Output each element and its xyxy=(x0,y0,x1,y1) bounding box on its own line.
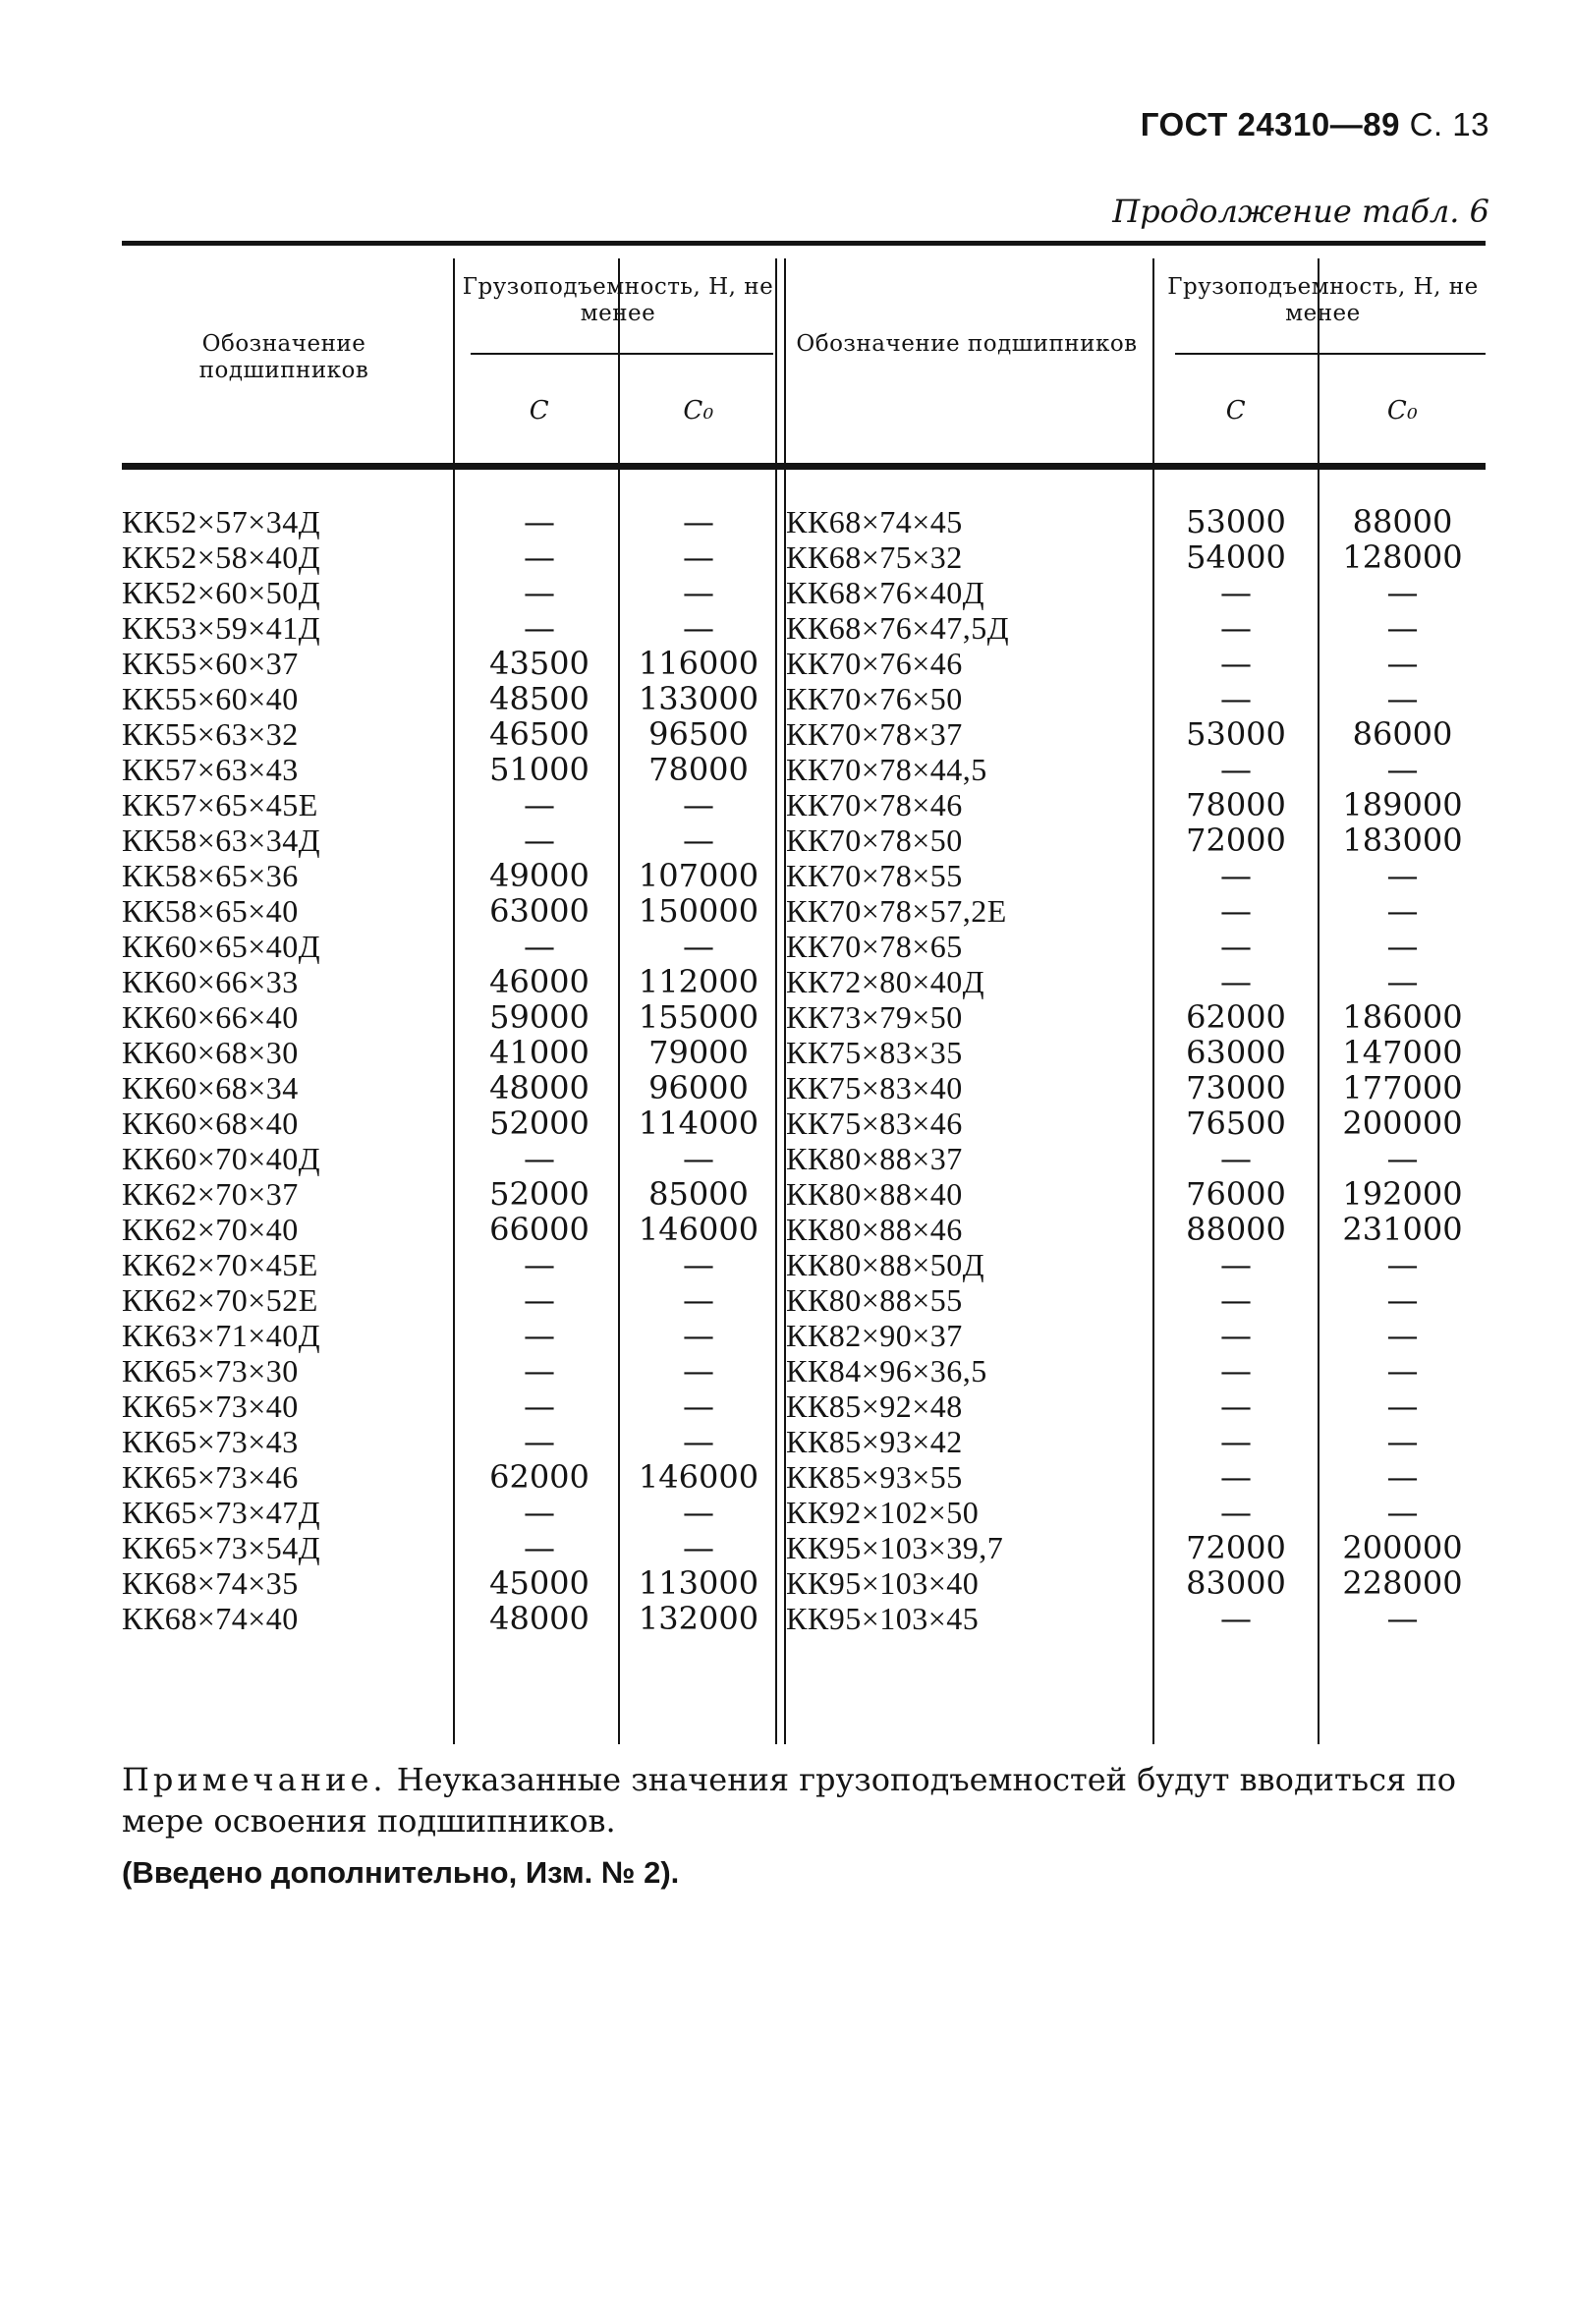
static-load-rating: — xyxy=(683,1388,714,1425)
dynamic-load-rating: — xyxy=(1220,645,1252,682)
bearing-designation: КК82×90×37 xyxy=(786,1318,963,1353)
bearing-designation: КК65×73×47Д xyxy=(122,1495,321,1530)
static-load-rating: 113000 xyxy=(638,1564,759,1602)
static-load-rating: — xyxy=(1386,1494,1419,1531)
bearing-designation: КК57×63×43 xyxy=(122,752,299,787)
bearing-designation: КК68×76×40Д xyxy=(786,575,985,610)
bearing-designation: КК68×74×40 xyxy=(122,1601,299,1636)
static-load-rating: — xyxy=(1386,645,1419,682)
static-load-rating: — xyxy=(683,928,714,965)
bearing-designation: КК55×60×40 xyxy=(122,681,299,716)
dynamic-load-rating: 46500 xyxy=(489,715,590,753)
bearing-designation: КК68×74×45 xyxy=(786,504,963,539)
bearing-designation: КК60×66×40 xyxy=(122,999,299,1035)
bearing-designation: КК68×75×32 xyxy=(786,539,963,575)
col-divider xyxy=(453,258,455,1744)
bearing-designation: КК55×63×32 xyxy=(122,716,299,752)
static-load-rating: 96500 xyxy=(648,715,749,753)
dynamic-load-rating: — xyxy=(1220,609,1252,647)
dynamic-load-rating: — xyxy=(524,1281,555,1319)
static-load-rating: 116000 xyxy=(638,645,759,682)
dynamic-load-rating: — xyxy=(524,928,555,965)
bearing-designation: КК60×68×40 xyxy=(122,1105,299,1141)
bearing-designation: КК52×58×40Д xyxy=(122,539,321,575)
static-load-rating: 150000 xyxy=(638,892,759,930)
page-number: С. 13 xyxy=(1409,106,1489,142)
header-c0: С₀ xyxy=(1386,396,1419,425)
dynamic-load-rating: — xyxy=(1220,574,1252,611)
static-load-rating: 200000 xyxy=(1342,1529,1463,1566)
bearing-designation: КК58×65×40 xyxy=(122,893,299,929)
bearing-designation: КК70×78×46 xyxy=(786,787,963,822)
static-load-rating: — xyxy=(1386,928,1419,965)
dynamic-load-rating: 48500 xyxy=(489,680,590,717)
bearing-designation: КК72×80×40Д xyxy=(786,964,985,999)
dynamic-load-rating: — xyxy=(524,1529,555,1566)
bearing-designation: КК70×78×50 xyxy=(786,822,963,858)
static-load-rating: 114000 xyxy=(638,1105,759,1142)
bearing-designation: КК75×83×46 xyxy=(786,1105,963,1141)
bearing-designation: КК70×76×46 xyxy=(786,646,963,681)
standard-number: ГОСТ 24310—89 xyxy=(1140,106,1400,142)
amendment-note: (Введено дополнительно, Изм. № 2). xyxy=(122,1855,680,1890)
capacity-subrule xyxy=(471,353,773,355)
static-load-rating: 88000 xyxy=(1352,503,1453,540)
static-load-rating: — xyxy=(683,1494,714,1531)
dynamic-load-rating: — xyxy=(1220,751,1252,788)
header-designation: Обозначение подшипников xyxy=(198,331,369,383)
static-load-rating: 78000 xyxy=(648,751,749,788)
static-load-rating: — xyxy=(683,1352,714,1389)
dynamic-load-rating: 83000 xyxy=(1186,1564,1286,1602)
static-load-rating: — xyxy=(683,786,714,823)
dynamic-load-rating: 76500 xyxy=(1186,1105,1286,1142)
static-load-rating: — xyxy=(683,538,714,576)
table-top-rule xyxy=(122,241,1486,246)
static-load-rating: 183000 xyxy=(1342,822,1463,859)
table-header-rule xyxy=(122,463,1486,470)
dynamic-load-rating: — xyxy=(524,1388,555,1425)
static-load-rating: — xyxy=(1386,1281,1419,1319)
bearing-designation: КК62×70×40 xyxy=(122,1212,299,1247)
bearing-designation: КК55×60×37 xyxy=(122,646,299,681)
bearing-designation: КК60×68×30 xyxy=(122,1035,299,1070)
static-load-rating: — xyxy=(1386,574,1419,611)
dynamic-load-rating: — xyxy=(524,822,555,859)
static-load-rating: 177000 xyxy=(1342,1069,1463,1106)
static-load-rating: 86000 xyxy=(1352,715,1453,753)
dynamic-load-rating: — xyxy=(524,538,555,576)
dynamic-load-rating: 48000 xyxy=(489,1069,590,1106)
bearing-designation: КК95×103×40 xyxy=(786,1565,980,1601)
static-load-rating: — xyxy=(683,1246,714,1283)
static-load-rating: — xyxy=(683,1317,714,1354)
header-c: С xyxy=(529,396,550,425)
bearing-designation: КК63×71×40Д xyxy=(122,1318,321,1353)
static-load-rating: 231000 xyxy=(1342,1211,1463,1248)
dynamic-load-rating: — xyxy=(1220,928,1252,965)
bearing-designation: КК80×88×40 xyxy=(786,1176,963,1212)
right-c0-column xyxy=(1319,504,1486,1636)
bearing-designation: КК52×60×50Д xyxy=(122,575,321,610)
static-load-rating: 128000 xyxy=(1342,538,1463,576)
static-load-rating: — xyxy=(1386,1246,1419,1283)
bearing-designation: КК57×65×45Е xyxy=(122,787,318,822)
bearing-designation: КК85×93×42 xyxy=(786,1424,963,1459)
bearing-designation: КК65×73×43 xyxy=(122,1424,299,1459)
note-label: Примечание. xyxy=(122,1761,387,1798)
static-load-rating: 112000 xyxy=(638,963,759,1000)
bearing-designation: КК62×70×52Е xyxy=(122,1282,318,1318)
dynamic-load-rating: 72000 xyxy=(1186,822,1286,859)
bearing-designation: КК62×70×45Е xyxy=(122,1247,318,1282)
dynamic-load-rating: 52000 xyxy=(489,1105,590,1142)
dynamic-load-rating: — xyxy=(1220,1246,1252,1283)
static-load-rating: — xyxy=(1386,963,1419,1000)
dynamic-load-rating: 43500 xyxy=(489,645,590,682)
dynamic-load-rating: 62000 xyxy=(489,1458,590,1496)
header-c0: С₀ xyxy=(683,396,714,425)
dynamic-load-rating: 78000 xyxy=(1186,786,1286,823)
bearing-designation: КК84×96×36,5 xyxy=(786,1353,987,1389)
dynamic-load-rating: 76000 xyxy=(1186,1175,1286,1213)
bearing-designation: КК65×73×30 xyxy=(122,1353,299,1389)
dynamic-load-rating: — xyxy=(524,1423,555,1460)
dynamic-load-rating: 73000 xyxy=(1186,1069,1286,1106)
bearing-designation: КК95×103×45 xyxy=(786,1601,980,1636)
note-text: Неуказанные значения грузоподъемностей будут вводиться по мере освоения подшипников. xyxy=(122,1761,1456,1840)
bearing-designation: КК73×79×50 xyxy=(786,999,963,1035)
table-note xyxy=(122,1759,1486,1842)
bearing-designation: КК68×74×35 xyxy=(122,1565,299,1601)
dynamic-load-rating: 41000 xyxy=(489,1034,590,1071)
static-load-rating: — xyxy=(1386,1317,1419,1354)
static-load-rating: — xyxy=(1386,609,1419,647)
bearing-designation: КК65×73×54Д xyxy=(122,1530,321,1565)
bearing-designation: КК53×59×41Д xyxy=(122,610,321,646)
dynamic-load-rating: 52000 xyxy=(489,1175,590,1213)
dynamic-load-rating: — xyxy=(524,1352,555,1389)
header-c: С xyxy=(1225,396,1247,425)
bearing-designation: КК52×57×34Д xyxy=(122,504,321,539)
bearing-table xyxy=(122,241,1486,1744)
left-c-column xyxy=(461,504,618,1636)
dynamic-load-rating: 88000 xyxy=(1186,1211,1286,1248)
static-load-rating: 228000 xyxy=(1342,1564,1463,1602)
bearing-designation: КК68×76×47,5Д xyxy=(786,610,1010,646)
static-load-rating: 146000 xyxy=(638,1458,759,1496)
static-load-rating: — xyxy=(683,1281,714,1319)
bearing-designation: КК70×78×37 xyxy=(786,716,963,752)
static-load-rating: — xyxy=(683,503,714,540)
dynamic-load-rating: — xyxy=(524,786,555,823)
dynamic-load-rating: — xyxy=(1220,963,1252,1000)
static-load-rating: 132000 xyxy=(638,1600,759,1637)
static-load-rating: 147000 xyxy=(1342,1034,1463,1071)
static-load-rating: 85000 xyxy=(648,1175,749,1213)
dynamic-load-rating: 51000 xyxy=(489,751,590,788)
dynamic-load-rating: 53000 xyxy=(1186,503,1286,540)
static-load-rating: 200000 xyxy=(1342,1105,1463,1142)
static-load-rating: — xyxy=(1386,1423,1419,1460)
capacity-subrule xyxy=(1175,353,1486,355)
bearing-designation: КК58×63×34Д xyxy=(122,822,321,858)
bearing-designation: КК60×66×33 xyxy=(122,964,299,999)
static-load-rating: 133000 xyxy=(638,680,759,717)
static-load-rating: — xyxy=(683,609,714,647)
dynamic-load-rating: — xyxy=(524,1246,555,1283)
dynamic-load-rating: — xyxy=(1220,1281,1252,1319)
dynamic-load-rating: 66000 xyxy=(489,1211,590,1248)
bearing-designation: КК70×78×65 xyxy=(786,929,963,964)
static-load-rating: — xyxy=(1386,751,1419,788)
static-load-rating: — xyxy=(1386,892,1419,930)
page-header xyxy=(1141,106,1489,143)
static-load-rating: 155000 xyxy=(638,998,759,1036)
static-load-rating: — xyxy=(1386,680,1419,717)
dynamic-load-rating: — xyxy=(1220,680,1252,717)
static-load-rating: — xyxy=(1386,1388,1419,1425)
dynamic-load-rating: — xyxy=(524,1494,555,1531)
bearing-designation: КК95×103×39,7 xyxy=(786,1530,1004,1565)
col-divider xyxy=(618,258,620,1744)
dynamic-load-rating: 63000 xyxy=(1186,1034,1286,1071)
bearing-designation: КК80×88×46 xyxy=(786,1212,963,1247)
static-load-rating: 107000 xyxy=(638,857,759,894)
static-load-rating: — xyxy=(1386,857,1419,894)
halves-divider xyxy=(775,258,786,1744)
dynamic-load-rating: — xyxy=(1220,1600,1252,1637)
bearing-designation: КК75×83×40 xyxy=(786,1070,963,1105)
static-load-rating: 79000 xyxy=(648,1034,749,1071)
bearing-designation: КК80×88×55 xyxy=(786,1282,963,1318)
bearing-designation: КК60×68×34 xyxy=(122,1070,299,1105)
header-designation: Обозначение подшипников xyxy=(796,331,1138,357)
bearing-designation: КК85×93×55 xyxy=(786,1459,963,1495)
dynamic-load-rating: — xyxy=(524,609,555,647)
bearing-designation: КК80×88×50Д xyxy=(786,1247,985,1282)
static-load-rating: — xyxy=(683,1140,714,1177)
right-c-column xyxy=(1154,504,1318,1636)
dynamic-load-rating: — xyxy=(1220,1494,1252,1531)
dynamic-load-rating: 48000 xyxy=(489,1600,590,1637)
dynamic-load-rating: 62000 xyxy=(1186,998,1286,1036)
bearing-designation: КК60×70×40Д xyxy=(122,1141,321,1176)
bearing-designation: КК85×92×48 xyxy=(786,1389,963,1424)
right-designation-column xyxy=(786,504,1150,1636)
bearing-designation: КК65×73×40 xyxy=(122,1389,299,1424)
dynamic-load-rating: 54000 xyxy=(1186,538,1286,576)
bearing-designation: КК60×65×40Д xyxy=(122,929,321,964)
bearing-designation: КК58×65×36 xyxy=(122,858,299,893)
bearing-designation: КК92×102×50 xyxy=(786,1495,980,1530)
static-load-rating: 189000 xyxy=(1342,786,1463,823)
bearing-designation: КК75×83×35 xyxy=(786,1035,963,1070)
bearing-designation: КК65×73×46 xyxy=(122,1459,299,1495)
static-load-rating: — xyxy=(683,574,714,611)
dynamic-load-rating: 53000 xyxy=(1186,715,1286,753)
static-load-rating: — xyxy=(1386,1352,1419,1389)
bearing-designation: КК70×78×44,5 xyxy=(786,752,987,787)
static-load-rating: — xyxy=(1386,1600,1419,1637)
dynamic-load-rating: 46000 xyxy=(489,963,590,1000)
dynamic-load-rating: — xyxy=(524,1140,555,1177)
dynamic-load-rating: — xyxy=(1220,1458,1252,1496)
dynamic-load-rating: 59000 xyxy=(489,998,590,1036)
dynamic-load-rating: — xyxy=(524,1317,555,1354)
static-load-rating: — xyxy=(683,822,714,859)
dynamic-load-rating: 45000 xyxy=(489,1564,590,1602)
static-load-rating: 186000 xyxy=(1342,998,1463,1036)
dynamic-load-rating: — xyxy=(1220,1317,1252,1354)
static-load-rating: — xyxy=(683,1529,714,1566)
dynamic-load-rating: 72000 xyxy=(1186,1529,1286,1566)
dynamic-load-rating: — xyxy=(524,503,555,540)
dynamic-load-rating: — xyxy=(1220,857,1252,894)
left-c0-column xyxy=(622,504,775,1636)
static-load-rating: — xyxy=(683,1423,714,1460)
dynamic-load-rating: 63000 xyxy=(489,892,590,930)
dynamic-load-rating: 49000 xyxy=(489,857,590,894)
static-load-rating: — xyxy=(1386,1458,1419,1496)
dynamic-load-rating: — xyxy=(1220,892,1252,930)
static-load-rating: 146000 xyxy=(638,1211,759,1248)
bearing-designation: КК70×78×55 xyxy=(786,858,963,893)
table-continuation-label: Продолжение табл. 6 xyxy=(1112,193,1489,230)
dynamic-load-rating: — xyxy=(1220,1140,1252,1177)
static-load-rating: 96000 xyxy=(648,1069,749,1106)
header-capacity: Грузоподъемность, Н, не менее xyxy=(1167,274,1479,326)
header-capacity: Грузоподъемность, Н, не менее xyxy=(462,274,774,326)
dynamic-load-rating: — xyxy=(1220,1423,1252,1460)
bearing-designation: КК80×88×37 xyxy=(786,1141,963,1176)
dynamic-load-rating: — xyxy=(1220,1352,1252,1389)
bearing-designation: КК70×76×50 xyxy=(786,681,963,716)
dynamic-load-rating: — xyxy=(524,574,555,611)
dynamic-load-rating: — xyxy=(1220,1388,1252,1425)
left-designation-column xyxy=(122,504,446,1636)
static-load-rating: 192000 xyxy=(1342,1175,1463,1213)
bearing-designation: КК62×70×37 xyxy=(122,1176,299,1212)
bearing-designation: КК70×78×57,2Е xyxy=(786,893,1007,929)
static-load-rating: — xyxy=(1386,1140,1419,1177)
